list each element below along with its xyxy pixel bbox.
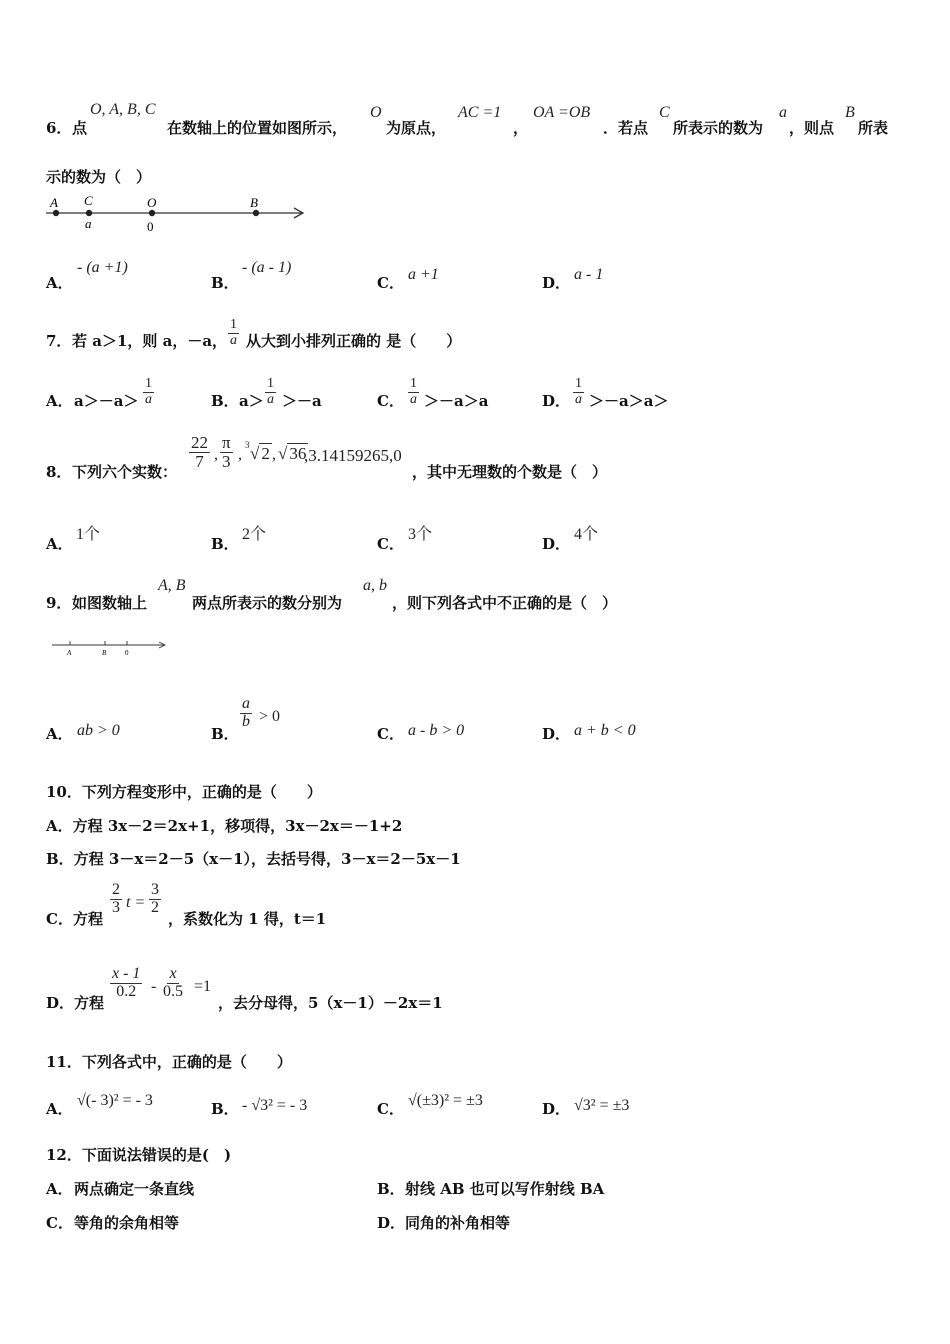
q7-fraction: $\frac{1}{a}$ [230, 317, 237, 348]
q12-title: 12．下面说法错误的是( ) [46, 1146, 232, 1164]
q9-points: A, B [158, 577, 186, 594]
q12-option-b: 射线 AB 也可以写作射线 BA [405, 1180, 605, 1198]
q10-option-c-t: t = [126, 894, 146, 911]
label-O: O [147, 195, 157, 210]
q7-option-a-expr: a＞－a＞ [74, 392, 139, 410]
q6-text1: 在数轴上的位置如图所示， [167, 119, 348, 137]
q6-text5: ，则点 [789, 119, 835, 137]
q12-option-d: 同角的补角相等 [405, 1214, 511, 1232]
q10-option-c-frac1: $\frac{2}{3}$ [112, 881, 120, 916]
q10-title: 10．下列方程变形中，正确的是（ ） [46, 783, 322, 801]
q8-number: 8． [46, 463, 72, 481]
q6-option-a: - (a +1) [77, 259, 128, 276]
q9-option-a: ab > 0 [77, 722, 120, 739]
q7-option-d-frac: $\frac{1}{a}$ [575, 376, 582, 407]
q7-option-c-frac: $\frac{1}{a}$ [410, 376, 417, 407]
q6-a: a [779, 104, 787, 121]
q7-text2: 从大到小排列正确的 是（ ） [246, 332, 462, 350]
q7-option-c-label: C． [377, 392, 404, 410]
q7-text1: 若 a＞1，则 a，－a， [72, 332, 228, 350]
q8-option-b-label: B． [211, 535, 239, 553]
q9-text1: 如图数轴上 [72, 594, 148, 612]
q9-option-c-label: C． [377, 725, 404, 743]
label-C: C [84, 193, 93, 208]
q11-title: 11．下列各式中，正确的是（ ） [46, 1053, 292, 1071]
point-O [149, 210, 155, 216]
q9-option-b-frac: $\frac{a}{b}$ [242, 695, 250, 730]
q12-option-c: 等角的余角相等 [74, 1214, 180, 1232]
q8-text1: 下列六个实数： [72, 463, 178, 481]
q8-option-b: 2个 [242, 526, 267, 543]
q6-option-a-label: A． [46, 274, 73, 292]
q6-text6: 所表 [858, 119, 889, 137]
q9-number: 9． [46, 594, 72, 612]
q6-ac: AC =1 [458, 104, 502, 121]
q6-option-c-label: C． [377, 274, 404, 292]
q10-option-a: A．方程 3x－2＝2x+1，移项得，3x－2x＝－1+2 [46, 817, 403, 835]
q8-root-index: 3 [245, 440, 250, 450]
q7-option-b-frac: $\frac{1}{a}$ [267, 376, 274, 407]
q6-text4: 所表示的数为 [673, 119, 764, 137]
q9-text3: ，则下列各式中不正确的是（ ） [392, 594, 618, 612]
q9-option-d-label: D． [542, 725, 571, 743]
q10-option-d-frac2: $\frac{x}{0.5}$ [163, 965, 183, 1000]
q8-option-a-label: A． [46, 535, 73, 553]
label-zero: 0 [125, 649, 129, 657]
q9-text2: 两点所表示的数分别为 [192, 594, 343, 612]
q6-B: B [845, 104, 855, 121]
q10-option-d-minus: - [151, 978, 157, 995]
q11-option-d: √3² = ±3 [574, 1097, 630, 1114]
q11-option-c-label: C． [377, 1100, 404, 1118]
q6-option-d-label: D． [542, 274, 571, 292]
q10-option-d-eq: =1 [194, 978, 212, 995]
q11-option-d-label: D． [542, 1100, 571, 1118]
q12-option-c-label: C． [46, 1214, 73, 1232]
q6-comma: ， [513, 119, 529, 137]
q10-option-d-frac1: $\frac{x - 1}{0.2}$ [112, 965, 141, 1000]
q6-points: O, A, B, C [90, 101, 156, 118]
label-B: B [250, 195, 258, 210]
q6-number-line [44, 190, 308, 234]
q8-option-a: 1个 [76, 526, 101, 543]
q7-option-b-expr: a＞ [239, 392, 264, 410]
q10-option-c-label: C．方程 [46, 910, 103, 928]
q6-number: 6． [46, 119, 72, 137]
q7-option-c-tail: ＞－a＞a [424, 392, 489, 410]
q11-option-c: √(±3)² = ±3 [408, 1092, 483, 1109]
q8-sep1: , [214, 446, 218, 463]
q8-sqrt-36: √ 36 [278, 444, 307, 463]
point-B [253, 210, 259, 216]
label-zero: 0 [147, 219, 154, 234]
q6-option-b: - (a - 1) [242, 259, 292, 276]
q9-option-d: a + b < 0 [574, 722, 636, 739]
q8-option-c: 3个 [408, 526, 433, 543]
q7-option-a-label: A． [46, 392, 73, 410]
q6-text3: ．若点 [603, 119, 649, 137]
label-A: A [67, 649, 72, 657]
q9-number-line [50, 636, 170, 658]
q10-option-d-label: D．方程 [46, 994, 105, 1012]
q8-option-d-label: D． [542, 535, 571, 553]
q6-point-label: 点 [72, 119, 88, 137]
q6-option-b-label: B． [211, 274, 239, 292]
q7-option-b-label: B． [211, 392, 239, 410]
point-A [53, 210, 59, 216]
q9-option-a-label: A． [46, 725, 73, 743]
q6-option-d: a - 1 [574, 266, 604, 283]
q8-frac-pi-3: $\frac{\pi}{3}$ [222, 433, 231, 471]
label-B: B [102, 649, 107, 657]
q12-option-a-label: A． [46, 1180, 73, 1198]
q6-O: O [370, 104, 382, 121]
label-A: A [50, 195, 58, 210]
q10-option-d-tail: ，去分母得，5（x－1）－2x＝1 [218, 994, 443, 1012]
label-a: a [85, 216, 92, 231]
q9-option-b-tail: > 0 [259, 708, 281, 725]
q6-line2: 示的数为（ ） [46, 168, 152, 186]
q11-option-a: √(- 3)² = - 3 [77, 1092, 153, 1109]
q9-option-c: a - b > 0 [408, 722, 465, 739]
q7-option-a-frac: $\frac{1}{a}$ [145, 376, 152, 407]
q7-option-d-label: D． [542, 392, 571, 410]
q7-option-b-tail: ＞－a [282, 392, 322, 410]
q12-option-d-label: D． [377, 1214, 406, 1232]
q9-values: a, b [363, 577, 387, 594]
q6-C: C [659, 104, 670, 121]
q10-option-c-tail: ，系数化为 1 得，t＝1 [168, 910, 327, 928]
q8-sep3: , [272, 446, 276, 463]
q6-text2: 为原点， [386, 119, 447, 137]
q10-option-c-frac2: $\frac{3}{2}$ [151, 881, 159, 916]
q7-number: 7． [46, 332, 72, 350]
q8-tail-numbers: ,3.14159265,0 [304, 446, 402, 465]
q8-sep2: , [238, 446, 242, 463]
q11-option-b: - √3² = - 3 [242, 1097, 308, 1114]
q9-option-b-label: B． [211, 725, 239, 743]
q6-option-c: a +1 [408, 266, 439, 283]
q8-option-d: 4个 [574, 526, 599, 543]
q7-option-d-tail: ＞－a＞a＞ [589, 392, 669, 410]
q12-option-b-label: B． [377, 1180, 405, 1198]
q10-option-b: B．方程 3－x＝2－5（x－1），去括号得，3－x＝2－5x－1 [46, 850, 461, 868]
q8-option-c-label: C． [377, 535, 404, 553]
q11-option-b-label: B． [211, 1100, 239, 1118]
q12-option-a: 两点确定一条直线 [74, 1180, 195, 1198]
q8-frac-22-7: $\frac{22}{7}$ [191, 433, 208, 471]
q8-cube-root: √ 2 [250, 444, 270, 463]
q11-option-a-label: A． [46, 1100, 73, 1118]
q6-oa-ob: OA =OB [533, 104, 591, 121]
q8-text2: ，其中无理数的个数是（ ） [412, 463, 608, 481]
